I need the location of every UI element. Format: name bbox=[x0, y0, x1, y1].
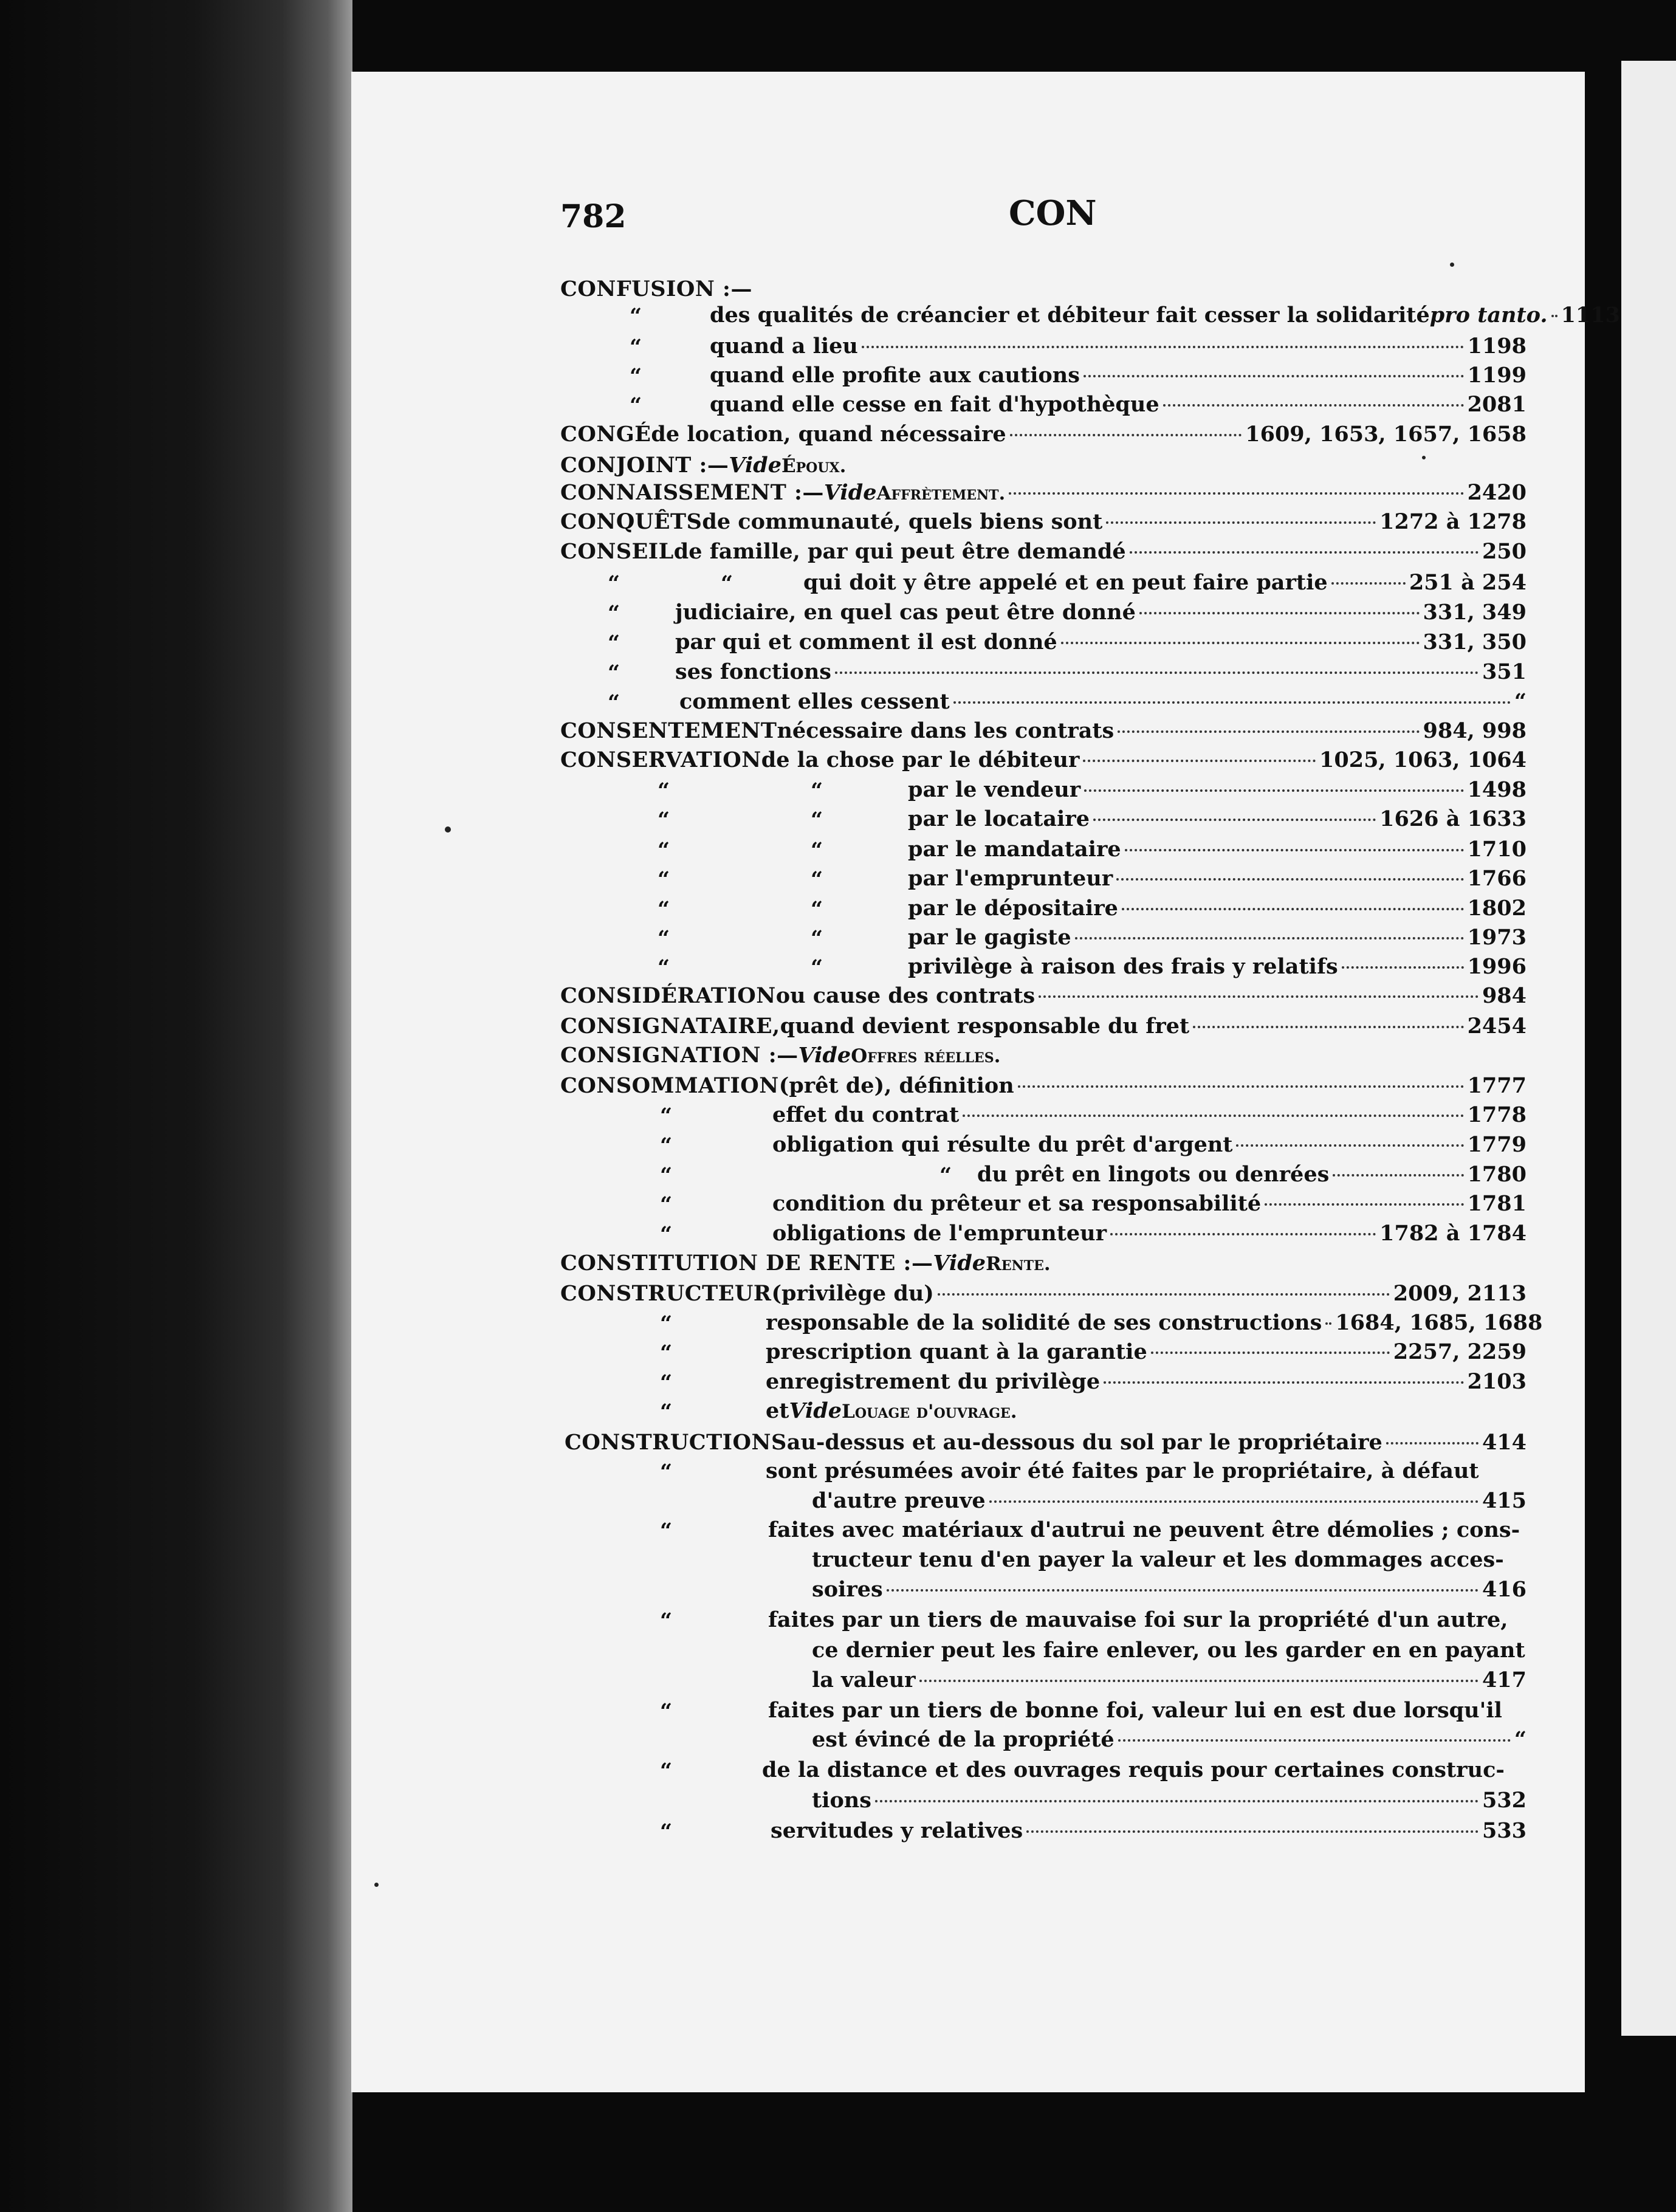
ditto-mark: “ bbox=[660, 1400, 673, 1424]
article-reference: 1710 bbox=[1467, 837, 1527, 862]
dot-leader bbox=[938, 1293, 1390, 1296]
dot-leader bbox=[1342, 966, 1464, 969]
entry-heading: CONSIGNATAIRE, bbox=[560, 1014, 780, 1039]
entry-text: quand elle profite aux cautions bbox=[710, 363, 1080, 388]
entry-heading: CONFUSION :— bbox=[560, 276, 752, 301]
dot-leader bbox=[1084, 375, 1464, 377]
article-reference: 1113 bbox=[1561, 303, 1620, 328]
index-entry bbox=[560, 1251, 1527, 1281]
dot-leader bbox=[1325, 1322, 1331, 1325]
dot-leader bbox=[989, 1500, 1479, 1503]
entry-heading: CONSEIL bbox=[560, 539, 674, 564]
entry-cross-reference: Époux. bbox=[781, 455, 847, 477]
article-reference: 2103 bbox=[1467, 1369, 1527, 1394]
entry-text: faites par un tiers de mauvaise foi sur la propriété d'un autre, bbox=[768, 1607, 1508, 1632]
index-entry bbox=[766, 1458, 1527, 1489]
article-reference: 415 bbox=[1482, 1488, 1527, 1513]
index-entry bbox=[908, 925, 1527, 955]
entry-text: obligation qui résulte du prêt d'argent bbox=[772, 1132, 1233, 1157]
ditto-mark: “ bbox=[660, 1609, 673, 1633]
dot-leader bbox=[1106, 521, 1376, 524]
dot-leader bbox=[1039, 995, 1479, 998]
dot-leader bbox=[1118, 1739, 1511, 1742]
dot-leader bbox=[1236, 1144, 1463, 1147]
index-entry bbox=[812, 1727, 1527, 1757]
article-reference: 331, 349 bbox=[1423, 600, 1527, 625]
entry-text: comment elles cessent bbox=[679, 689, 950, 714]
article-reference: 414 bbox=[1482, 1430, 1527, 1455]
ditto-mark: “ bbox=[630, 335, 642, 360]
entry-text: par qui et comment il est donné bbox=[675, 630, 1057, 654]
entry-text: (privilège du) bbox=[771, 1281, 934, 1306]
article-reference: 2454 bbox=[1467, 1014, 1527, 1039]
entry-heading: CONSTRUCTIONS bbox=[565, 1430, 787, 1455]
article-reference: 351 bbox=[1482, 659, 1527, 684]
article-reference: 2257, 2259 bbox=[1393, 1339, 1527, 1364]
entry-text: faites par un tiers de bonne foi, valeur lui en est due lorsqu'il bbox=[768, 1698, 1502, 1723]
entry-text: d'autre preuve bbox=[812, 1488, 986, 1513]
entry-text: du prêt en lingots ou denrées bbox=[977, 1162, 1330, 1187]
scan-speck bbox=[1422, 456, 1426, 459]
entry-italic: Vide bbox=[729, 453, 781, 478]
dot-leader bbox=[835, 672, 1479, 674]
entry-text: de la distance et des ouvrages requis pour certaines construc- bbox=[762, 1757, 1505, 1782]
index-entry bbox=[560, 1281, 1527, 1311]
article-reference: 251 à 254 bbox=[1409, 570, 1527, 595]
ditto-mark: “ bbox=[608, 601, 620, 626]
ditto-mark: “ bbox=[658, 778, 670, 803]
index-entry bbox=[560, 747, 1527, 778]
index-entry bbox=[812, 1668, 1527, 1698]
index-entry bbox=[710, 392, 1527, 422]
ditto-mark: “ bbox=[608, 690, 620, 715]
entry-text: par l'emprunteur bbox=[908, 866, 1113, 891]
entry-text: soires bbox=[812, 1577, 883, 1602]
index-entry bbox=[675, 630, 1527, 660]
index-entry bbox=[762, 1757, 1527, 1788]
article-reference: 1802 bbox=[1467, 896, 1527, 921]
entry-text: ce dernier peut les faire enlever, ou les garder en en payant bbox=[812, 1638, 1525, 1663]
index-entry bbox=[766, 1398, 1527, 1429]
index-entry bbox=[560, 983, 1527, 1014]
index-entry bbox=[803, 570, 1527, 600]
article-reference: 2081 bbox=[1467, 392, 1527, 417]
ditto-mark: “ bbox=[939, 1163, 952, 1188]
dot-leader bbox=[1018, 1085, 1464, 1088]
dot-leader bbox=[1125, 849, 1464, 851]
entry-text: et bbox=[766, 1398, 789, 1423]
dot-leader bbox=[1093, 819, 1376, 821]
entry-text: faites avec matériaux d'autrui ne peuvent être démolies ; cons- bbox=[768, 1517, 1520, 1542]
dot-leader bbox=[1122, 908, 1464, 910]
entry-heading: CONSTITUTION DE RENTE :— bbox=[560, 1251, 933, 1276]
entry-text: la valeur bbox=[812, 1668, 916, 1692]
index-entry bbox=[560, 718, 1527, 749]
article-reference: 1198 bbox=[1467, 334, 1527, 359]
article-reference: 1780 bbox=[1467, 1162, 1527, 1187]
entry-text: tructeur tenu d'en payer la valeur et les dommages acces- bbox=[812, 1547, 1504, 1572]
dot-leader bbox=[1139, 612, 1420, 614]
index-entry bbox=[560, 539, 1527, 569]
index-entry bbox=[766, 1310, 1543, 1341]
ditto-mark: “ bbox=[608, 571, 620, 596]
index-entry bbox=[766, 1369, 1527, 1400]
article-reference: 984, 998 bbox=[1423, 718, 1527, 743]
entry-text: quand elle cesse en fait d'hypothèque bbox=[710, 392, 1159, 417]
article-reference: 1779 bbox=[1467, 1132, 1527, 1157]
entry-italic: Vide bbox=[823, 480, 877, 505]
ditto-mark: “ bbox=[660, 1460, 673, 1485]
dot-leader bbox=[1084, 789, 1463, 792]
dot-leader bbox=[1104, 1381, 1463, 1384]
ditto-mark: “ bbox=[660, 1104, 673, 1128]
dot-leader bbox=[1083, 760, 1316, 762]
index-entry bbox=[772, 1132, 1527, 1163]
ditto-mark: “ bbox=[811, 926, 823, 951]
entry-text: au-dessus et au-dessous du sol par le propriétaire bbox=[786, 1430, 1382, 1455]
dot-leader bbox=[1151, 1352, 1390, 1354]
dot-leader bbox=[963, 1115, 1463, 1117]
article-reference: 1782 à 1784 bbox=[1379, 1221, 1527, 1246]
entry-text: obligations de l'emprunteur bbox=[772, 1221, 1107, 1246]
entry-text: servitudes y relatives bbox=[771, 1818, 1023, 1843]
article-reference: 1778 bbox=[1467, 1102, 1527, 1127]
article-reference: 331, 350 bbox=[1423, 630, 1527, 654]
entry-text: par le gagiste bbox=[908, 925, 1071, 950]
dot-leader bbox=[1118, 730, 1419, 733]
ditto-mark: “ bbox=[811, 955, 823, 980]
dot-leader bbox=[1075, 937, 1464, 939]
dot-leader bbox=[875, 1800, 1479, 1802]
article-reference: 1777 bbox=[1467, 1073, 1527, 1098]
index-entry bbox=[710, 303, 1620, 333]
dot-leader bbox=[1265, 1203, 1463, 1206]
index-entry bbox=[768, 1698, 1527, 1728]
article-reference: 533 bbox=[1482, 1818, 1527, 1843]
index-entry bbox=[766, 1339, 1527, 1370]
ditto-mark: “ bbox=[658, 838, 670, 863]
dot-leader bbox=[1010, 434, 1242, 436]
entry-text: de la chose par le débiteur bbox=[761, 747, 1080, 772]
ditto-mark: “ bbox=[660, 1163, 673, 1188]
dot-leader bbox=[919, 1680, 1479, 1682]
index-entry bbox=[675, 600, 1527, 630]
ditto-mark: “ bbox=[811, 897, 823, 922]
entry-italic: Vide bbox=[933, 1251, 986, 1276]
article-reference: 984 bbox=[1482, 983, 1527, 1008]
entry-text: sont présumées avoir été faites par le propriétaire, à défaut bbox=[766, 1458, 1479, 1483]
ditto-mark: “ bbox=[811, 808, 823, 833]
scan-speck bbox=[374, 1883, 379, 1887]
article-reference: 1498 bbox=[1467, 777, 1527, 802]
entry-text: ou cause des contrats bbox=[775, 983, 1035, 1008]
dot-leader bbox=[1163, 404, 1464, 407]
ditto-mark: “ bbox=[660, 1519, 673, 1544]
entry-text: est évincé de la propriété bbox=[812, 1727, 1114, 1752]
article-reference: 532 bbox=[1482, 1788, 1527, 1813]
ditto-mark: “ bbox=[658, 926, 670, 951]
index-entry bbox=[560, 1073, 1527, 1104]
dot-leader bbox=[1026, 1830, 1479, 1833]
ditto-mark: “ bbox=[630, 393, 642, 418]
index-entry bbox=[772, 1191, 1527, 1221]
ditto-mark: “ bbox=[630, 304, 642, 329]
entry-text: (prêt de), définition bbox=[778, 1073, 1014, 1098]
dot-leader bbox=[1061, 642, 1420, 644]
article-reference: 416 bbox=[1482, 1577, 1527, 1602]
index-entry bbox=[908, 896, 1527, 926]
index-entry bbox=[977, 1162, 1527, 1192]
article-reference: 2009, 2113 bbox=[1393, 1281, 1527, 1306]
entry-text: de communauté, quels biens sont bbox=[702, 509, 1103, 534]
entry-text: des qualités de créancier et débiteur fait cesser la solidarité bbox=[710, 303, 1430, 328]
ditto-mark: “ bbox=[660, 1819, 673, 1844]
article-reference: 1684, 1685, 1688 bbox=[1335, 1310, 1543, 1335]
page-number: 782 bbox=[560, 198, 627, 235]
article-reference: 1996 bbox=[1467, 954, 1527, 979]
dot-leader bbox=[1333, 1174, 1463, 1176]
article-reference: “ bbox=[1514, 689, 1527, 714]
entry-heading: CONSTRUCTEUR bbox=[560, 1281, 772, 1306]
dot-leader bbox=[1331, 582, 1406, 585]
article-reference: 1766 bbox=[1467, 866, 1527, 891]
ditto-mark: “ bbox=[660, 1311, 673, 1336]
article-reference: 250 bbox=[1482, 539, 1527, 564]
entry-text: par le dépositaire bbox=[908, 896, 1118, 921]
article-reference: 1025, 1063, 1064 bbox=[1319, 747, 1527, 772]
article-reference: 1609, 1653, 1657, 1658 bbox=[1245, 422, 1527, 447]
ditto-mark: “ bbox=[721, 571, 733, 596]
article-reference: 1973 bbox=[1467, 925, 1527, 950]
entry-text: par le locataire bbox=[908, 806, 1090, 831]
index-entry bbox=[908, 777, 1527, 808]
entry-heading: CONGÉ bbox=[560, 422, 651, 447]
index-entry bbox=[772, 1102, 1527, 1133]
entry-heading: CONSERVATION bbox=[560, 747, 761, 772]
index-entry bbox=[812, 1577, 1527, 1607]
dot-leader bbox=[1116, 878, 1463, 881]
entry-italic: Vide bbox=[789, 1398, 842, 1423]
entry-heading: CONSIDÉRATION bbox=[560, 983, 776, 1008]
index-entry bbox=[812, 1788, 1527, 1818]
entry-cross-reference: Louage d'ouvrage. bbox=[842, 1401, 1017, 1423]
article-reference: 1272 à 1278 bbox=[1379, 509, 1527, 534]
index-entry bbox=[768, 1517, 1527, 1548]
dot-leader bbox=[1110, 1233, 1376, 1235]
dot-leader bbox=[1009, 492, 1463, 495]
entry-heading: CONSIGNATION :— bbox=[560, 1043, 799, 1068]
entry-heading: CONJOINT :— bbox=[560, 453, 729, 478]
entry-cross-reference: Offres réelles. bbox=[851, 1045, 1001, 1067]
entry-text: tions bbox=[812, 1788, 871, 1813]
index-entry bbox=[560, 453, 1527, 483]
dot-leader bbox=[1130, 551, 1479, 554]
ditto-mark: “ bbox=[658, 955, 670, 980]
index-entry bbox=[560, 509, 1527, 540]
ditto-mark: “ bbox=[811, 778, 823, 803]
entry-heading: CONSENTEMENT bbox=[560, 718, 777, 743]
ditto-mark: “ bbox=[608, 631, 620, 656]
ditto-mark: “ bbox=[658, 867, 670, 892]
index-entry bbox=[565, 1430, 1527, 1460]
entry-heading: CONSOMMATION bbox=[560, 1073, 779, 1098]
index-entry bbox=[768, 1607, 1527, 1638]
entry-text: de location, quand nécessaire bbox=[651, 422, 1006, 447]
entry-text: par le mandataire bbox=[908, 837, 1121, 862]
dot-leader bbox=[953, 701, 1511, 704]
ditto-mark: “ bbox=[608, 661, 620, 685]
entry-heading: CONQUÊTS bbox=[560, 509, 702, 534]
index-entry bbox=[772, 1221, 1527, 1251]
entry-text: responsable de la solidité de ses constructions bbox=[766, 1310, 1322, 1335]
index-entry bbox=[560, 422, 1527, 452]
section-heading: CON bbox=[1009, 193, 1097, 233]
index-entry bbox=[812, 1488, 1527, 1519]
index-entry bbox=[908, 866, 1527, 896]
ditto-mark: “ bbox=[660, 1341, 673, 1365]
entry-text: enregistrement du privilège bbox=[766, 1369, 1101, 1394]
article-reference: 2420 bbox=[1467, 480, 1527, 505]
entry-text: par le vendeur bbox=[908, 777, 1081, 802]
index-entry bbox=[560, 1014, 1527, 1044]
entry-cross-reference: Rente. bbox=[986, 1253, 1051, 1275]
ditto-mark: “ bbox=[660, 1370, 673, 1395]
ditto-mark: “ bbox=[658, 808, 670, 833]
ditto-mark: “ bbox=[811, 838, 823, 863]
scan-speck bbox=[445, 826, 451, 833]
index-entry bbox=[771, 1818, 1527, 1849]
index-entry bbox=[908, 954, 1527, 984]
entry-text: quand devient responsable du fret bbox=[780, 1014, 1190, 1039]
entry-text: quand a lieu bbox=[710, 334, 858, 359]
ditto-mark: “ bbox=[660, 1699, 673, 1724]
index-entry bbox=[679, 689, 1527, 720]
entry-cross-reference: Affrètement. bbox=[876, 483, 1006, 504]
ditto-mark: “ bbox=[660, 1133, 673, 1158]
article-reference: 417 bbox=[1482, 1668, 1527, 1692]
ditto-mark: “ bbox=[660, 1222, 673, 1247]
entry-heading: CONNAISSEMENT :— bbox=[560, 480, 824, 505]
index-entry bbox=[560, 480, 1527, 510]
entry-italic: pro tanto. bbox=[1429, 303, 1548, 328]
article-reference: “ bbox=[1514, 1727, 1527, 1752]
entry-text: qui doit y être appelé et en peut faire partie bbox=[803, 570, 1328, 595]
ditto-mark: “ bbox=[660, 1192, 673, 1217]
entry-text: prescription quant à la garantie bbox=[766, 1339, 1147, 1364]
article-reference: 1781 bbox=[1467, 1191, 1527, 1216]
index-entry bbox=[908, 837, 1527, 867]
ditto-mark: “ bbox=[660, 1759, 673, 1784]
dot-leader bbox=[1386, 1442, 1479, 1444]
dot-leader bbox=[1551, 315, 1558, 317]
dot-leader bbox=[1193, 1026, 1463, 1028]
dot-leader bbox=[862, 346, 1464, 348]
entry-text: judiciaire, en quel cas peut être donné bbox=[675, 600, 1136, 625]
ditto-mark: “ bbox=[630, 364, 642, 389]
article-reference: 1626 à 1633 bbox=[1379, 806, 1527, 831]
article-reference: 1199 bbox=[1467, 363, 1527, 388]
index-entry bbox=[710, 363, 1527, 393]
scan-speck bbox=[1450, 263, 1454, 267]
index-entry bbox=[908, 806, 1527, 837]
index-entry bbox=[560, 1043, 1527, 1073]
index-entry bbox=[812, 1638, 1527, 1668]
index-entry bbox=[710, 334, 1527, 364]
index-entry bbox=[812, 1547, 1527, 1578]
entry-text: de famille, par qui peut être demandé bbox=[673, 539, 1126, 564]
entry-text: nécessaire dans les contrats bbox=[777, 718, 1114, 743]
ditto-mark: “ bbox=[811, 867, 823, 892]
dot-leader bbox=[887, 1589, 1479, 1592]
entry-italic: Vide bbox=[798, 1043, 851, 1068]
index-entry bbox=[675, 659, 1527, 690]
ditto-mark: “ bbox=[658, 897, 670, 922]
entry-text: condition du prêteur et sa responsabilité bbox=[772, 1191, 1262, 1216]
entry-text: ses fonctions bbox=[675, 659, 831, 684]
entry-text: effet du contrat bbox=[772, 1102, 960, 1127]
entry-text: privilège à raison des frais y relatifs bbox=[908, 954, 1338, 979]
